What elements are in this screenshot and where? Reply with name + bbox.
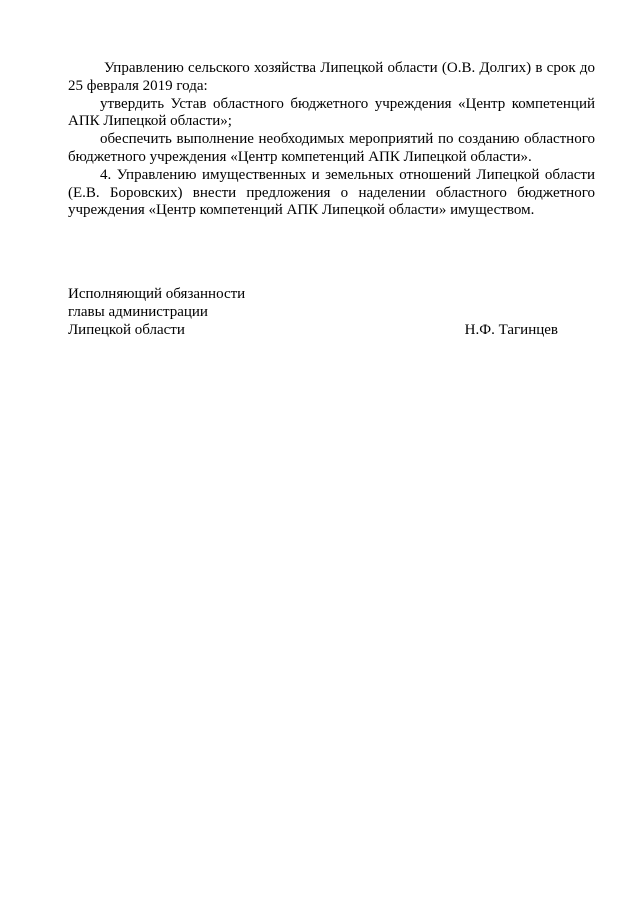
signer-name: Н.Ф. Тагинцев	[464, 321, 558, 338]
signer-position-line-3: Липецкой области	[68, 321, 185, 338]
signer-position-line-1: Исполняющий обязанности	[68, 286, 246, 302]
paragraph-property-proposals: 4. Управлению имущественных и земельных отношений Липецкой области (Е.В. Боровских) внести предложения о наделении областного бюджетного учреждения «Центр компетенций АПК Липецкой области» имуществом.	[68, 166, 595, 219]
signature-block	[68, 286, 558, 339]
signer-position-line-2: главы администрации	[68, 303, 208, 320]
signature-line	[68, 322, 558, 340]
document-body	[68, 60, 595, 220]
paragraph-ensure-measures: обеспечить выполнение необходимых мероприятий по созданию областного бюджетного учреждения «Центр компетенций АПК Липецкой области».	[68, 131, 595, 165]
paragraph-deadline: Управлению сельского хозяйства Липецкой области (О.В. Долгих) в срок до 25 февраля 2019 года:	[68, 60, 595, 94]
paragraph-approve-charter: утвердить Устав областного бюджетного учреждения «Центр компетенций АПК Липецкой области»;	[68, 95, 595, 130]
